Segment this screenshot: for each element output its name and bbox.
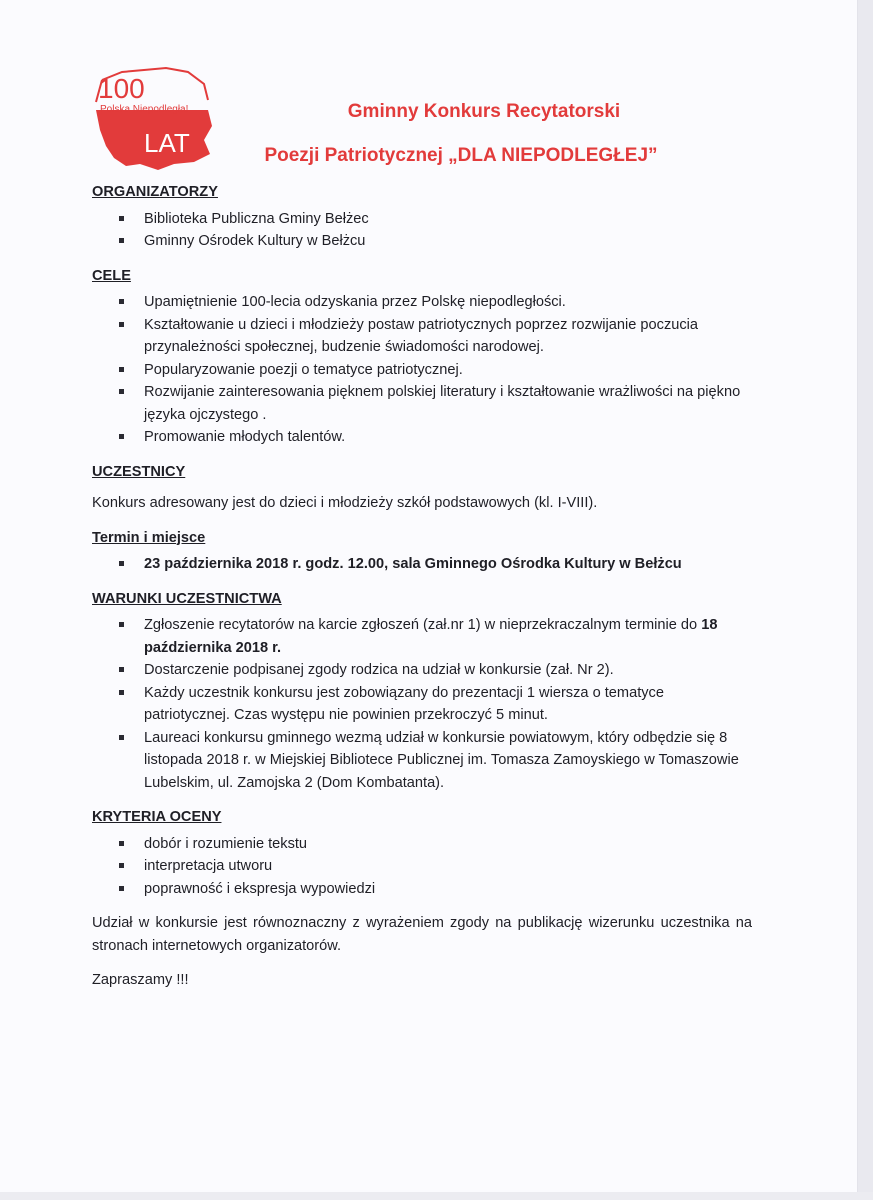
list-item: Biblioteka Publiczna Gminy Bełżec — [144, 208, 752, 231]
list-item: dobór i rozumienie tekstu — [144, 833, 752, 856]
section-heading-conditions: WARUNKI UCZESTNICTWA — [92, 590, 282, 607]
deadline-date: 18 października 2018 r. — [144, 617, 718, 656]
list-item — [144, 614, 752, 659]
organizers-list — [92, 208, 752, 253]
section-heading-organizers: ORGANIZATORZY — [92, 184, 218, 200]
date-place-list — [92, 553, 752, 576]
criteria-list — [92, 833, 752, 901]
section-heading-goals: CELE — [92, 267, 131, 284]
list-item: Laureaci konkursu gminnego wezmą udział w konkursie powiatowym, który odbędzie się 8 listopada 2018 r. w Miejskiej Bibliotece Publicznej im. Tomasza Zamoyskiego w Tomaszowie Lubelskim, ul. Zamojska 2 (Dom Kombatanta). — [144, 727, 752, 795]
logo-word: LAT — [144, 128, 190, 158]
list-item: Popularyzowanie poezji o tematyce patriotycznej. — [144, 359, 752, 382]
section-heading-participants: UCZESTNICY — [92, 463, 186, 480]
document-body — [92, 181, 752, 992]
logo-number: 100 — [98, 73, 145, 104]
participants-text: Konkurs adresowany jest do dzieci i młodzieży szkół podstawowych (kl. I-VIII). — [92, 495, 598, 511]
section-heading-criteria: KRYTERIA OCENY — [92, 809, 222, 825]
scan-edge — [858, 0, 873, 1200]
list-item: Gminny Ośrodek Kultury w Bełżcu — [144, 230, 752, 253]
list-item: Dostarczenie podpisanej zgody rodzica na udział w konkursie (zał. Nr 2). — [144, 659, 752, 682]
conditions-list — [92, 614, 752, 794]
list-item: Kształtowanie u dzieci i młodzieży postaw patriotycznych poprzez rozwijanie poczucia przynależności społecznej, budzenie świadomości narodowej. — [144, 314, 752, 359]
list-item: 23 października 2018 r. godz. 12.00, sala Gminnego Ośrodka Kultury w Bełżcu — [144, 553, 752, 576]
list-item: interpretacja utworu — [144, 855, 752, 878]
list-item: Rozwijanie zainteresowania pięknem polskiej literatury i kształtowanie wrażliwości na piękno języka ojczystego . — [144, 381, 752, 426]
title-line-1: Gminny Konkurs Recytatorski — [347, 101, 621, 122]
list-item: Każdy uczestnik konkursu jest zobowiązany do prezentacji 1 wiersza o tematyce patriotycznej. Czas występu nie powinien przekroczyć 5 minut. — [144, 682, 752, 727]
title-line-2: Poezji Patriotycznej „DLA NIEPODLEGŁEJ” — [264, 145, 658, 166]
consent-text: Udział w konkursie jest równoznaczny z wyrażeniem zgody na publikację wizerunku uczestnika na stronach internetowych organizatorów. — [92, 915, 752, 954]
closing-text: Zapraszamy !!! — [92, 972, 189, 988]
scan-bottom-edge — [0, 1192, 873, 1200]
section-heading-date-place: Termin i miejsce — [92, 529, 206, 546]
list-item: poprawność i ekspresja wypowiedzi — [144, 878, 752, 901]
deadline-text: Zgłoszenie recytatorów na karcie zgłoszeń (zał.nr 1) w nieprzekraczalnym terminie do — [144, 617, 702, 633]
goals-list — [92, 291, 752, 449]
list-item: Promowanie młodych talentów. — [144, 426, 752, 449]
logo-caption: Polska Niepodległa! — [100, 104, 189, 115]
list-item: Upamiętnienie 100-lecia odzyskania przez Polskę niepodległości. — [144, 291, 752, 314]
